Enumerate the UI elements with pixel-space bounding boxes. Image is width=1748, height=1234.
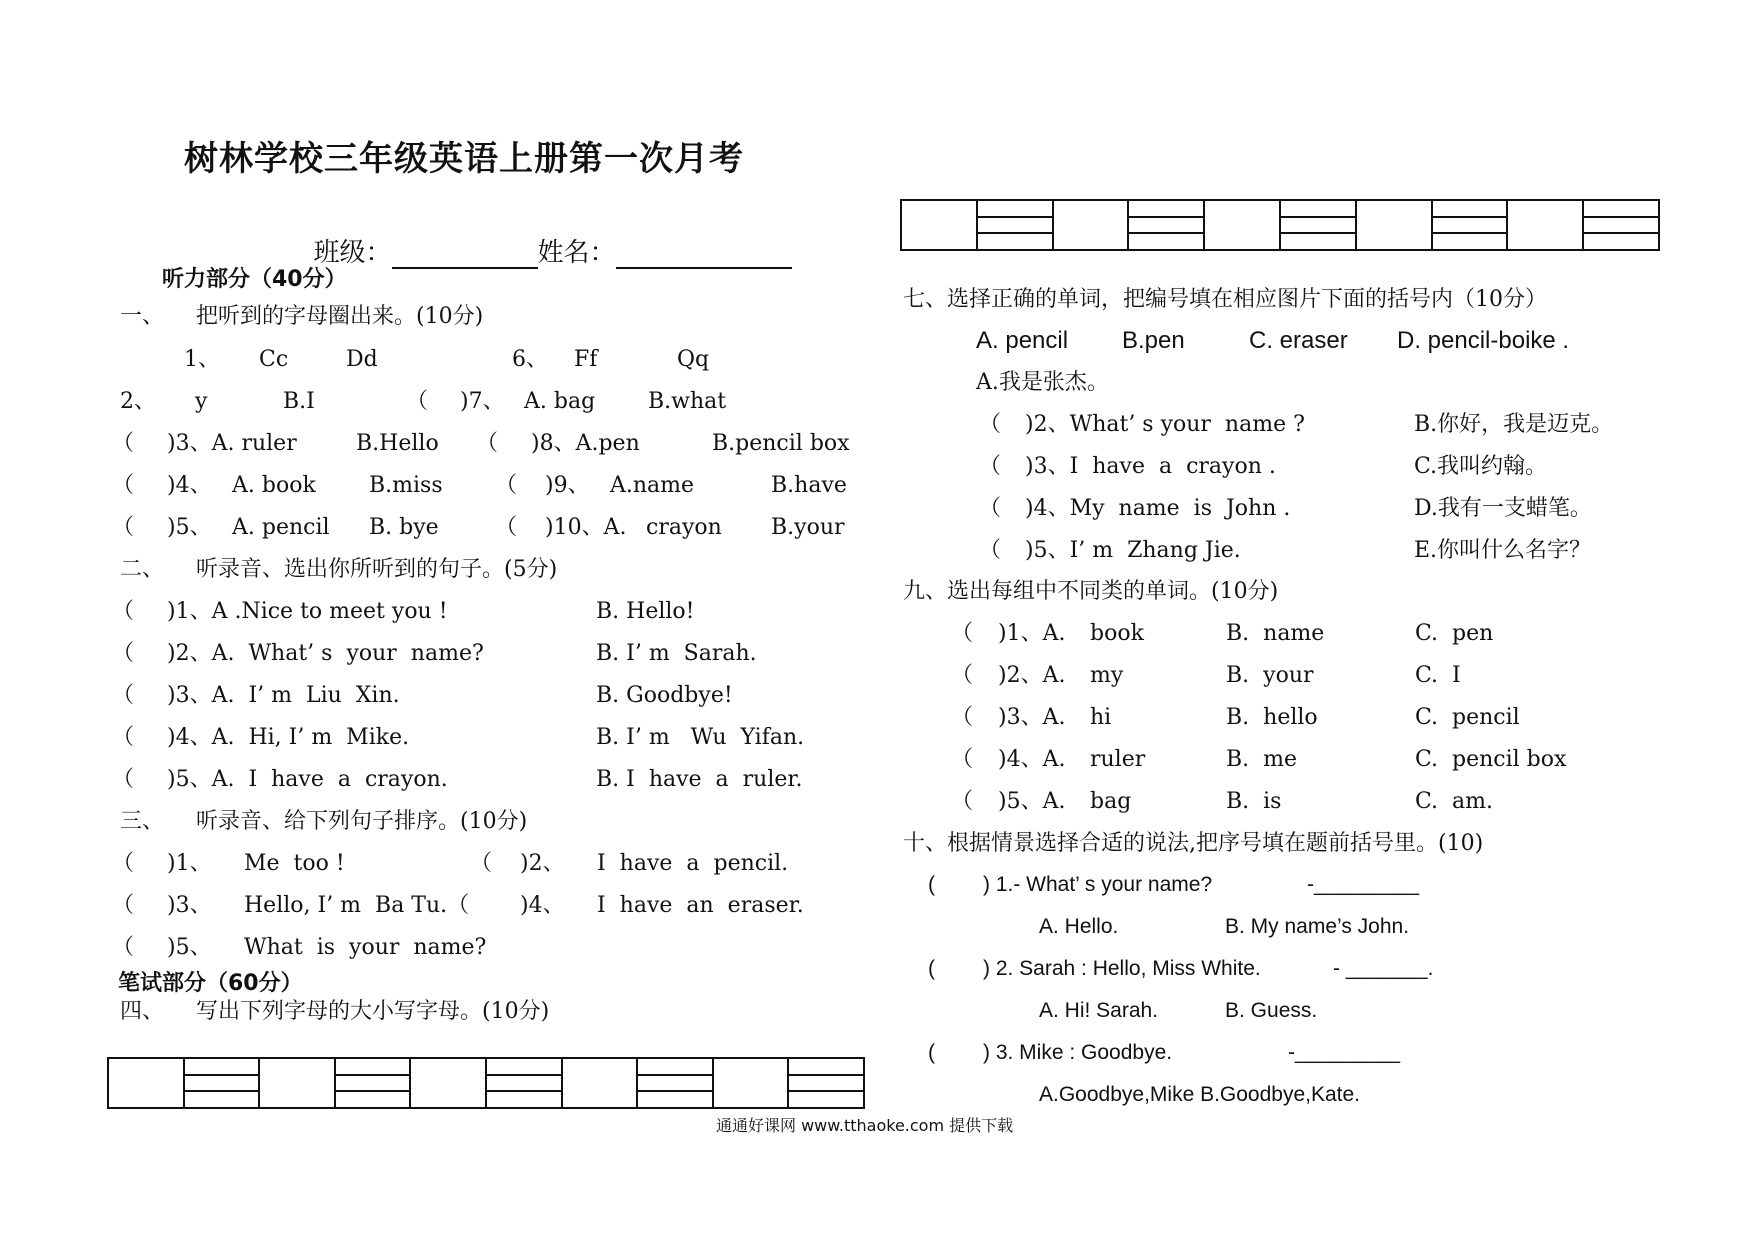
q9-option-a: hi bbox=[1090, 705, 1112, 730]
q9-option-a: bag bbox=[1090, 789, 1132, 814]
answer-paren[interactable]: （ bbox=[979, 454, 1002, 479]
q1-option: )3、A. ruler bbox=[167, 431, 297, 456]
q1-item-number: 6、 bbox=[512, 347, 548, 372]
q10-instruction: 十、根据情景选择合适的说法,把序号填在题前括号里。(10) bbox=[903, 831, 1484, 856]
q1-item-number: )5、 bbox=[167, 515, 212, 540]
answer-paren[interactable]: （ bbox=[112, 725, 135, 750]
q1-option: )8、A.pen bbox=[531, 431, 640, 456]
q7-option: C. eraser bbox=[1249, 327, 1348, 354]
q3-number: 三、 bbox=[120, 809, 165, 834]
q1-option: B.what bbox=[648, 389, 727, 414]
q9-option-c: C. pencil box bbox=[1415, 747, 1567, 772]
q9-option-b: B. me bbox=[1226, 747, 1298, 772]
q9-option-b: B. hello bbox=[1226, 705, 1318, 730]
q10-question: ) 1.- What’ s your name? bbox=[983, 873, 1213, 896]
q10-option-b: B. My name’s John. bbox=[1225, 915, 1410, 938]
grid-cell[interactable] bbox=[1357, 201, 1433, 249]
grid-cell[interactable] bbox=[185, 1059, 261, 1107]
answer-paren[interactable]: （ bbox=[979, 538, 1002, 563]
q3-item-number: )3、 bbox=[167, 893, 212, 918]
q2-option-b: B. I’ m Sarah. bbox=[596, 641, 757, 666]
q1-option: crayon bbox=[646, 515, 722, 540]
page-title: 树林学校三年级英语上册第一次月考 bbox=[184, 139, 744, 179]
q9-item-number: )3、A. bbox=[998, 705, 1066, 730]
writing-heading: 笔试部分（60分） bbox=[118, 971, 303, 996]
q9-option-c: C. am. bbox=[1415, 789, 1493, 814]
q9-option-b: B. name bbox=[1226, 621, 1325, 646]
q1-option: A.name bbox=[610, 473, 695, 498]
grid-cell[interactable] bbox=[260, 1059, 336, 1107]
q3-sentence: Hello, I’ m Ba Tu.（ bbox=[244, 893, 470, 918]
q10-option-a: A. Hi! Sarah. bbox=[1039, 999, 1159, 1022]
grid-cell[interactable] bbox=[902, 201, 978, 249]
q1-number: 一、 bbox=[120, 304, 165, 329]
q1-option: B.Hello bbox=[356, 431, 439, 456]
answer-paren[interactable]: ( bbox=[928, 957, 935, 980]
q3-item-number: )2、 bbox=[520, 851, 565, 876]
q1-option: B.miss bbox=[369, 473, 443, 498]
answer-paren[interactable]: （ bbox=[112, 431, 135, 456]
q8-answer: C.我叫约翰。 bbox=[1414, 454, 1548, 479]
q3-sentence: What is your name? bbox=[244, 935, 487, 960]
grid-cell[interactable] bbox=[1281, 201, 1357, 249]
answer-paren[interactable]: （ bbox=[112, 599, 135, 624]
q1-item-number: )4、 bbox=[167, 473, 212, 498]
q3-sentence: Me too ! bbox=[244, 851, 345, 876]
q9-option-c: C. pen bbox=[1415, 621, 1494, 646]
q2-option-a: )3、A. I’ m Liu Xin. bbox=[167, 683, 400, 708]
q7-option: A. pencil bbox=[976, 327, 1069, 354]
grid-cell[interactable] bbox=[978, 201, 1054, 249]
grid-cell[interactable] bbox=[109, 1059, 185, 1107]
grid-cell[interactable] bbox=[336, 1059, 412, 1107]
q1-option: Cc bbox=[259, 347, 289, 372]
answer-paren[interactable]: （ bbox=[495, 473, 518, 498]
grid-cell[interactable] bbox=[714, 1059, 790, 1107]
q1-option: Qq bbox=[677, 347, 710, 372]
q4-number: 四、 bbox=[120, 999, 165, 1024]
q9-item-number: )2、A. bbox=[998, 663, 1066, 688]
q10-question: ) 3. Mike : Goodbye. bbox=[983, 1041, 1173, 1064]
answer-paren[interactable]: （ bbox=[112, 683, 135, 708]
q10-option-b: B. Guess. bbox=[1225, 999, 1318, 1022]
q8-first-answer: A.我是张杰。 bbox=[976, 370, 1109, 395]
q2-option-b: B. I’ m Wu Yifan. bbox=[596, 725, 805, 750]
q10-option-a: A. Hello. bbox=[1039, 915, 1119, 938]
q3-sentence: I have an eraser. bbox=[597, 893, 804, 918]
q10-question: ) 2. Sarah : Hello, Miss White. bbox=[983, 957, 1261, 980]
answer-paren[interactable]: （ bbox=[112, 767, 135, 792]
grid-cell[interactable] bbox=[487, 1059, 563, 1107]
answer-paren[interactable]: （ bbox=[476, 431, 499, 456]
q10-blank[interactable]: -_________ bbox=[1307, 873, 1420, 896]
grid-cell[interactable] bbox=[1129, 201, 1205, 249]
q9-item-number: )4、A. bbox=[998, 747, 1066, 772]
grid-cell[interactable] bbox=[563, 1059, 639, 1107]
q3-item-number: )1、 bbox=[167, 851, 212, 876]
q3-sentence: I have a pencil. bbox=[597, 851, 789, 876]
q9-option-b: B. your bbox=[1226, 663, 1314, 688]
q1-option: B.have bbox=[771, 473, 847, 498]
q8-question: )2、What’ s your name ? bbox=[1025, 412, 1305, 437]
q9-item-number: )5、A. bbox=[998, 789, 1066, 814]
q8-question: )4、My name is John . bbox=[1025, 496, 1291, 521]
q9-option-a: my bbox=[1090, 663, 1124, 688]
q3-item-number: )5、 bbox=[167, 935, 212, 960]
q8-question: )5、I’ m Zhang Jie. bbox=[1025, 538, 1241, 563]
q1-option: Dd bbox=[346, 347, 378, 372]
answer-paren[interactable]: （ bbox=[112, 641, 135, 666]
grid-cell[interactable] bbox=[789, 1059, 863, 1107]
q1-option: A. book bbox=[232, 473, 316, 498]
q2-number: 二、 bbox=[120, 557, 165, 582]
q3-item-number: )4、 bbox=[520, 893, 565, 918]
answer-paren[interactable]: （ bbox=[112, 515, 135, 540]
answer-paren[interactable]: ( bbox=[928, 1041, 935, 1064]
grid-cell[interactable] bbox=[1205, 201, 1281, 249]
q1-item-number: 1、 bbox=[184, 347, 220, 372]
answer-paren[interactable]: （ bbox=[112, 473, 135, 498]
q2-option-b: B. Hello! bbox=[596, 599, 695, 624]
name-blank[interactable] bbox=[616, 243, 792, 269]
class-label: 班级： bbox=[313, 238, 392, 268]
grid-cell[interactable] bbox=[1508, 201, 1584, 249]
q2-option-b: B. I have a ruler. bbox=[596, 767, 803, 792]
q1-instruction: 把听到的字母圈出来。(10分) bbox=[196, 304, 484, 329]
grid-cell[interactable] bbox=[638, 1059, 714, 1107]
answer-paren[interactable]: （ bbox=[979, 496, 1002, 521]
q3-instruction: 听录音、给下列句子排序。(10分) bbox=[196, 809, 528, 834]
q7-instruction: 七、选择正确的单词，把编号填在相应图片下面的括号内（10分） bbox=[903, 287, 1547, 312]
q1-item-number: )9、 bbox=[545, 473, 590, 498]
q8-answer: E.你叫什么名字？ bbox=[1414, 538, 1592, 563]
q2-option-b: B. Goodbye! bbox=[596, 683, 733, 708]
q1-option: Ff bbox=[574, 347, 598, 372]
q2-option-a: )1、A .Nice to meet you ! bbox=[167, 599, 448, 624]
q9-instruction: 九、选出每组中不同类的单词。(10分) bbox=[903, 579, 1279, 604]
q10-blank[interactable]: - _______. bbox=[1333, 957, 1434, 980]
answer-paren[interactable]: （ bbox=[406, 389, 429, 414]
answer-paren[interactable]: （ bbox=[495, 515, 518, 540]
grid-cell[interactable] bbox=[1054, 201, 1130, 249]
answer-paren[interactable]: （ bbox=[979, 412, 1002, 437]
answer-paren[interactable]: （ bbox=[951, 789, 974, 814]
q4-instruction: 写出下列字母的大小写字母。(10分) bbox=[196, 999, 550, 1024]
answer-paren[interactable]: （ bbox=[951, 705, 974, 730]
q10-option-a: A.Goodbye,Mike B.Goodbye,Kate. bbox=[1039, 1083, 1361, 1106]
letter-writing-grid-top bbox=[900, 199, 1660, 251]
q1-option: A. bag bbox=[524, 389, 596, 414]
q2-option-a: )5、A. I have a crayon. bbox=[167, 767, 448, 792]
answer-paren[interactable]: （ bbox=[112, 893, 135, 918]
q7-option: D. pencil-boike . bbox=[1397, 327, 1570, 354]
q2-option-a: )4、A. Hi, I’ m Mike. bbox=[167, 725, 410, 750]
q9-option-c: C. I bbox=[1415, 663, 1461, 688]
grid-cell[interactable] bbox=[411, 1059, 487, 1107]
answer-paren[interactable]: （ bbox=[112, 935, 135, 960]
q1-option: B.I bbox=[283, 389, 315, 414]
answer-paren[interactable]: ( bbox=[928, 873, 935, 896]
q9-option-a: book bbox=[1090, 621, 1144, 646]
q9-item-number: )1、A. bbox=[998, 621, 1066, 646]
q1-option: A. pencil bbox=[232, 515, 330, 540]
q1-option: B. bye bbox=[369, 515, 439, 540]
answer-paren[interactable]: （ bbox=[951, 663, 974, 688]
q1-option: B.your bbox=[771, 515, 845, 540]
grid-cell[interactable] bbox=[1584, 201, 1658, 249]
footer-watermark: 通通好课网 www.tthaoke.com 提供下载 bbox=[716, 1116, 1014, 1135]
q1-option: B.pencil box bbox=[712, 431, 850, 456]
q9-option-a: ruler bbox=[1090, 747, 1146, 772]
q1-item-number: )7、 bbox=[460, 389, 505, 414]
answer-paren[interactable]: （ bbox=[951, 621, 974, 646]
q2-instruction: 听录音、选出你所听到的句子。(5分) bbox=[196, 557, 558, 582]
q8-answer: D.我有一支蜡笔。 bbox=[1414, 496, 1592, 521]
q8-answer: B.你好，我是迈克。 bbox=[1414, 412, 1614, 437]
q1-item-number: )10、A. bbox=[545, 515, 627, 540]
q1-item-number: 2、 bbox=[120, 389, 156, 414]
q1-option: y bbox=[195, 389, 208, 414]
q8-question: )3、I have a crayon . bbox=[1025, 454, 1276, 479]
answer-paren[interactable]: （ bbox=[112, 851, 135, 876]
q9-option-c: C. pencil bbox=[1415, 705, 1520, 730]
letter-writing-grid-bottom bbox=[107, 1057, 865, 1109]
student-info bbox=[297, 205, 792, 269]
q7-option: B.pen bbox=[1122, 327, 1185, 354]
name-label: 姓名： bbox=[537, 238, 616, 268]
q10-blank[interactable]: -_________ bbox=[1288, 1041, 1401, 1064]
grid-cell[interactable] bbox=[1433, 201, 1509, 249]
q9-option-b: B. is bbox=[1226, 789, 1282, 814]
answer-paren[interactable]: （ bbox=[470, 851, 493, 876]
listening-heading: 听力部分（40分） bbox=[162, 267, 347, 292]
q2-option-a: )2、A. What’ s your name? bbox=[167, 641, 484, 666]
answer-paren[interactable]: （ bbox=[951, 747, 974, 772]
class-blank[interactable] bbox=[392, 243, 538, 269]
